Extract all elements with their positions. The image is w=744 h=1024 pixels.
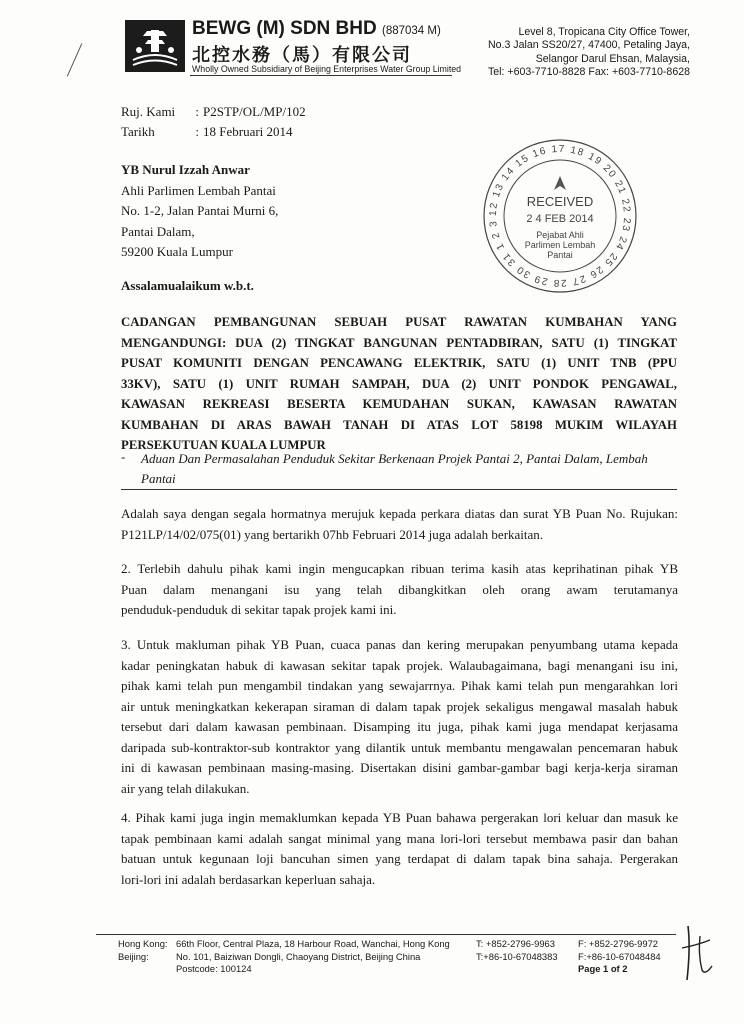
handwritten-signature (680, 922, 716, 982)
subject-dash: - (121, 449, 126, 464)
company-registration: (887034 M) (381, 25, 441, 37)
stamp-office-line: Pejabat Ahli (536, 230, 584, 240)
address-line: Selangor Darul Ehsan, Malaysia, (535, 52, 690, 65)
company-logo (125, 20, 185, 72)
subject-heading (121, 312, 677, 456)
subject-line: PERSEKUTUAN KUALA LUMPUR (121, 438, 326, 452)
paragraph-line: lori-lori ini adalah berdasarkan keperluan sahaja. (121, 871, 376, 887)
paragraph-line: 4. Pihak kami juga ingin memaklumkan kepada YB Puan bahawa pergerakan lori keluar dan masuk ke (121, 810, 678, 825)
footer-phones (476, 938, 558, 963)
stamp-date: 2 4 FEB 2014 (526, 213, 594, 225)
address-line: No.3 Jalan SS20/27, 47400, Petaling Jaya, (487, 39, 690, 52)
recipient-name: YB Nurul Izzah Anwar (121, 162, 250, 177)
footer-hk-label: Hong Kong: (118, 938, 168, 949)
footer-faxes (578, 938, 661, 976)
date-row (121, 124, 293, 140)
recipient-line: 59200 Kuala Lumpur (121, 244, 233, 259)
stamp-office-line: Parlimen Lembah (524, 240, 596, 250)
paragraph-line: 2. Terlebih dahulu pihak kami ingin mengucapkan ribuan terima kasih atas keprihatinan pihak YB (121, 561, 678, 576)
footer-bj-tel: T:+86-10-67048383 (476, 950, 558, 962)
tarikh-label: Tarikh (121, 124, 155, 139)
footer-rule (96, 934, 676, 935)
paragraph-2 (121, 559, 678, 621)
stamp-ring-numbers: 12 13 14 15 16 17 18 19 20 21 22 23 24 25 26 27 28 29 30 31 1 2 3 (487, 143, 633, 289)
greeting: Assalamualaikum w.b.t. (121, 278, 254, 293)
subject-line: KUMBAHAN DI ARAS BAWAH TANAH DI ATAS LOT 58198 MUKIM WILAYAH (121, 417, 677, 432)
paragraph-4 (121, 808, 678, 890)
subject-rule (121, 489, 677, 490)
header-rule (190, 75, 452, 76)
paragraph-line: 3. Untuk makluman pihak YB Puan, cuaca panas dan kering merupakan penyumbang utama kepada (121, 637, 678, 652)
footer-bj-label: Beijing: (118, 950, 149, 962)
subtitle-line: Pantai (141, 471, 176, 486)
page-number: Page 1 of 2 (578, 963, 628, 974)
footer-bj-fax: F:+86-10-67048484 (578, 950, 661, 962)
ruj-label: Ruj. Kami (121, 104, 176, 119)
subtitle-line: Aduan Dan Permasalahan Penduduk Sekitar Berkenaan Projek Pantai 2, Pantai Dalam, Lembah (141, 451, 648, 466)
received-stamp (480, 136, 640, 296)
address-line: Level 8, Tropicana City Office Tower, (518, 26, 690, 38)
paragraph-3 (121, 635, 678, 799)
subject-line: 33KV), SATU (1) UNIT RUMAH SAMPAH, DUA (2) UNIT PONDOK PENGAWAL, (121, 376, 677, 391)
paragraph-line: Adalah saya dengan segala hormatnya merujuk kepada perkara diatas dan surat YB Puan No. Rujukan: (121, 506, 678, 521)
footer-hk-address: 66th Floor, Central Plaza, 18 Harbour Road, Wanchai, Hong Kong (176, 938, 450, 949)
paragraph-line: daripada sub-kontraktor-sub kontraktor yang dilantik untuk membantu mengawalan pencemaran habuk (121, 739, 678, 755)
subject-line: CADANGAN PEMBANGUNAN SEBUAH PUSAT RAWATAN KUMBAHAN YANG (121, 315, 677, 329)
address-line: Tel: +603-7710-8828 Fax: +603-7710-8628 (487, 66, 690, 79)
paragraph-line: kadar peningkatan habuk di kawasan sekitar tapak projek. Walaubagaimana, bagi menangani isu ini, (121, 657, 678, 673)
paragraph-line: Puan dalam menangani isu yang telah dibangkitkan oleh orang awam terutamanya (121, 581, 678, 597)
recipient-line: Ahli Parlimen Lembah Pantai (121, 182, 276, 198)
paragraph-line: air yang telah dilakukan. (121, 780, 250, 796)
paragraph-line: ini di kawasan pembinaan masing-masing. Disertakan disini gambar-gambar bagi kerja-kerja siraman (121, 760, 678, 775)
paragraph-line: air untuk meningkatkan kekerapan siraman di dalam tapak projek sekaligus mengawal masalah habuk (121, 698, 678, 714)
footer-hk-fax: F: +852-2796-9972 (578, 938, 659, 949)
ref-colon: : (195, 104, 199, 119)
footer-postcode: Postcode: 100124 (176, 963, 252, 974)
stamp-received: RECEIVED (526, 194, 594, 209)
recipient-line: Pantai Dalam, (121, 223, 195, 239)
company-chinese-name: 北控水務（馬）有限公司 (192, 45, 412, 66)
paragraph-line: penduduk-penduduk di sekitar tapak projek kami ini. (121, 602, 397, 617)
company-address (430, 26, 690, 80)
paragraph-line: batuan untuk kegunaan loji bancuhan simen yang terdapat di dalam tapak bina sahaja. Pergerakan (121, 851, 678, 866)
footer-hk-tel: T: +852-2796-9963 (476, 938, 555, 949)
subject-line: KAWASAN REKREASI BESERTA KEMUDAHAN SUKAN, KAWASAN RAWATAN (121, 397, 677, 411)
subject-subtitle (141, 449, 677, 489)
recipient-block (121, 160, 278, 263)
paragraph-line: pihak kami telah pun mengambil tindakan yang sewajarrnya. Pihak kami telah pun mengarahkan lori (121, 678, 678, 693)
ruj-value: P2STP/OL/MP/102 (203, 104, 306, 119)
reference-row (121, 104, 306, 120)
recipient-line: No. 1-2, Jalan Pantai Murni 6, (121, 203, 279, 218)
ref-colon: : (195, 124, 199, 139)
triangle-icon (554, 176, 566, 190)
paragraph-line: P121LP/14/02/075(01) yang bertarikh 07hb Februari 2014 juga adalah berkaitan. (121, 526, 544, 542)
tarikh-value: 18 Februari 2014 (203, 124, 293, 139)
paragraph-line: tapak pembinaan kami adalah sangat minimal yang mana lori-lori tersebut membawa pasir dan bahan (121, 830, 678, 846)
stamp-office-line: Pantai (547, 250, 573, 260)
footer-labels (118, 938, 168, 963)
subject-line: PUSAT KOMUNITI DENGAN PENCAWANG ELEKTRIK, SATU (1) UNIT TNB (PPU (121, 356, 677, 370)
company-subsidiary-line: Wholly Owned Subsidiary of Beijing Enterprises Water Group Limited (192, 64, 462, 74)
footer-addresses (176, 938, 450, 976)
paragraph-1 (121, 504, 678, 545)
company-name: BEWG (M) SDN BHD (887034 M) (192, 18, 441, 39)
margin-mark (67, 43, 83, 76)
footer-bj-address: No. 101, Baiziwan Dongli, Chaoyang District, Beijing China (176, 950, 421, 962)
subject-line: MENGANDUNGI: DUA (2) TINGKAT BANGUNAN PENTADBIRAN, SATU (1) TINGKAT (121, 335, 677, 350)
paragraph-line: tersebut dari dalam kawasan pembinaan. Disamping itu juga, pihak kami juga mendapat kerjasama (121, 719, 678, 734)
